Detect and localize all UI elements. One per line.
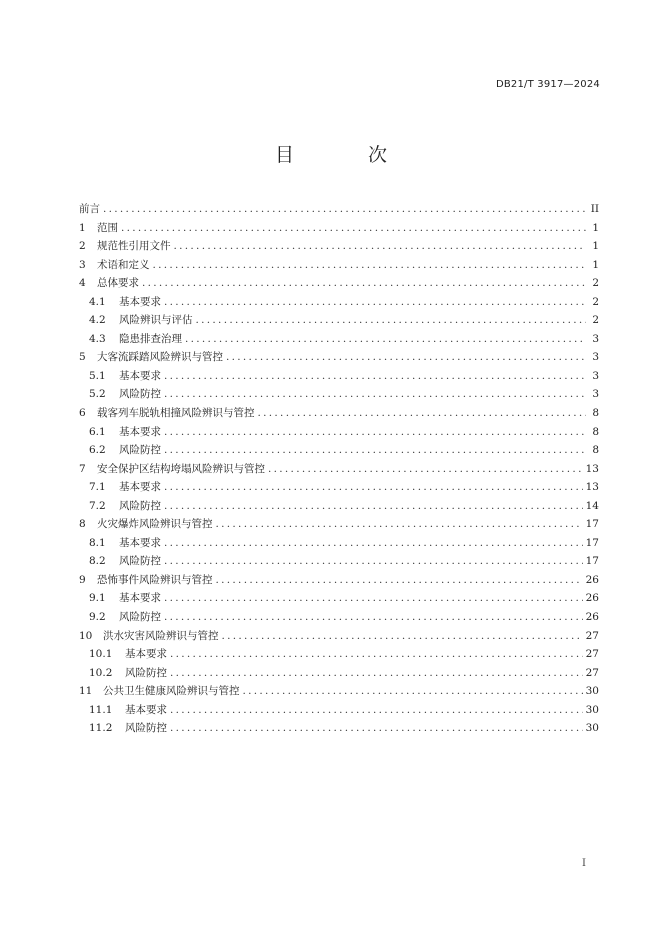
toc-entry-title: 风险防控 xyxy=(119,611,161,624)
toc-leader-dots xyxy=(164,423,586,442)
toc-leader-dots xyxy=(174,237,587,256)
toc-entry[interactable] xyxy=(79,423,599,442)
toc-leader-dots xyxy=(164,589,583,608)
toc-entry-number: 8.1 xyxy=(89,536,106,549)
toc-entry-title: 基本要求 xyxy=(125,703,167,716)
toc-entry-number: 9.2 xyxy=(89,611,106,624)
toc-entry[interactable] xyxy=(79,404,599,423)
toc-entry-title: 前言 xyxy=(79,203,100,215)
toc-entry-number: 4.2 xyxy=(89,314,106,327)
toc-entry-label xyxy=(79,664,167,683)
toc-entry-page: 30 xyxy=(585,722,599,735)
toc-leader-dots xyxy=(268,460,583,479)
toc-entry-label xyxy=(79,589,161,608)
page-number: I xyxy=(582,858,586,869)
toc-leader-dots xyxy=(170,664,583,683)
toc-entry-title: 基本要求 xyxy=(119,536,161,549)
toc-leader-dots xyxy=(164,478,583,497)
toc-entry-label xyxy=(79,701,167,720)
toc-entry-title: 基本要求 xyxy=(125,648,167,661)
toc-entry-number: 4 xyxy=(79,277,86,290)
toc-entry-title: 恐怖事件风险辨识与管控 xyxy=(97,573,213,586)
toc-entry-label xyxy=(79,534,161,553)
toc-entry-label xyxy=(79,274,139,293)
toc-entry-label xyxy=(79,237,171,256)
toc-entry-number: 6.2 xyxy=(89,444,106,457)
toc-entry-label xyxy=(79,552,161,571)
toc-entry-title: 基本要求 xyxy=(119,592,161,605)
toc-entry-number: 7 xyxy=(79,462,86,475)
toc-entry-title: 范围 xyxy=(97,221,118,234)
toc-entry-page: 17 xyxy=(585,518,599,531)
toc-entry-page: 27 xyxy=(585,648,599,661)
toc-entry-label xyxy=(79,719,167,738)
toc-leader-dots xyxy=(164,497,583,516)
toc-entry[interactable] xyxy=(79,719,599,738)
toc-entry[interactable] xyxy=(79,608,599,627)
toc-entry-title: 风险防控 xyxy=(125,666,167,679)
toc-leader-dots xyxy=(103,200,586,219)
toc-entry-title: 安全保护区结构垮塌风险辨识与管控 xyxy=(97,462,265,475)
toc-entry-number: 4.1 xyxy=(89,295,106,308)
toc-leader-dots xyxy=(170,645,583,664)
toc-entry-page: 8 xyxy=(592,444,599,457)
toc-leader-dots xyxy=(164,293,586,312)
toc-entry-title: 风险防控 xyxy=(119,444,161,457)
toc-entry-number: 11.2 xyxy=(89,722,113,735)
toc-entry-number: 10.2 xyxy=(89,666,113,679)
toc-leader-dots xyxy=(164,385,586,404)
toc-entry-number: 5.2 xyxy=(89,388,106,401)
toc-leader-dots xyxy=(170,719,583,738)
toc-entry-number: 11 xyxy=(79,685,93,698)
toc-leader-dots xyxy=(142,274,586,293)
toc-entry-number: 11.1 xyxy=(89,703,113,716)
toc-entry-label xyxy=(79,256,150,275)
toc-entry-title: 风险防控 xyxy=(119,499,161,512)
toc-entry-title: 公共卫生健康风险辨识与管控 xyxy=(103,685,240,698)
toc-entry-title: 火灾爆炸风险辨识与管控 xyxy=(97,518,213,531)
toc-entry-label xyxy=(79,367,161,386)
toc-entry-number: 6.1 xyxy=(89,425,106,438)
toc-entry[interactable] xyxy=(79,645,599,664)
toc-entry-title: 隐患排查治理 xyxy=(119,332,182,345)
toc-entry[interactable] xyxy=(79,589,599,608)
toc-entry[interactable] xyxy=(79,534,599,553)
toc-leader-dots xyxy=(216,571,583,590)
toc-entry-page: 26 xyxy=(585,611,599,624)
toc-entry-label xyxy=(79,608,161,627)
toc-entry-page: 17 xyxy=(585,555,599,568)
toc-leader-dots xyxy=(164,608,583,627)
toc-entry[interactable] xyxy=(79,293,599,312)
toc-entry-label xyxy=(79,423,161,442)
toc-entry[interactable] xyxy=(79,256,599,275)
toc-leader-dots xyxy=(164,534,583,553)
toc-entry[interactable] xyxy=(79,497,599,516)
toc-leader-dots xyxy=(226,348,586,367)
toc-entry-page: 8 xyxy=(592,425,599,438)
toc-entry-label xyxy=(79,571,213,590)
toc-entry-page: 26 xyxy=(585,573,599,586)
toc-entry-number: 6 xyxy=(79,407,86,420)
toc-entry-title: 风险防控 xyxy=(125,722,167,735)
toc-entry-page: 13 xyxy=(585,462,599,475)
toc-entry-label xyxy=(79,404,255,423)
toc-entry-page: 3 xyxy=(592,351,599,364)
toc-entry[interactable] xyxy=(79,627,599,646)
toc-entry-number: 7.1 xyxy=(89,481,106,494)
toc-entry[interactable] xyxy=(79,348,599,367)
toc-entry-title: 载客列车脱轨相撞风险辨识与管控 xyxy=(97,407,255,420)
toc-entry-label xyxy=(79,515,213,534)
toc-entry-title: 风险防控 xyxy=(119,555,161,568)
toc-entry-title: 基本要求 xyxy=(119,425,161,438)
toc-entry[interactable] xyxy=(79,200,599,219)
page-title: 目 次 xyxy=(274,144,422,166)
toc-entry-number: 4.3 xyxy=(89,332,106,345)
toc-entry[interactable] xyxy=(79,571,599,590)
toc-entry-title: 术语和定义 xyxy=(97,258,150,271)
toc-entry-label xyxy=(79,441,161,460)
toc-entry-label xyxy=(79,330,182,349)
toc-leader-dots xyxy=(185,330,586,349)
toc-entry-number: 1 xyxy=(79,221,86,234)
toc-entry-page: 1 xyxy=(592,240,599,253)
toc-entry[interactable] xyxy=(79,219,599,238)
toc-entry-number: 5.1 xyxy=(89,369,106,382)
toc-entry-page: 8 xyxy=(592,407,599,420)
toc-entry-page: 26 xyxy=(585,592,599,605)
toc-leader-dots xyxy=(222,627,583,646)
toc-leader-dots xyxy=(164,367,586,386)
toc-entry-page: 13 xyxy=(585,481,599,494)
toc-leader-dots xyxy=(196,311,587,330)
toc-leader-dots xyxy=(258,404,587,423)
toc-entry[interactable] xyxy=(79,367,599,386)
toc-entry-title: 基本要求 xyxy=(119,369,161,382)
toc-leader-dots xyxy=(121,219,586,238)
toc-entry-number: 3 xyxy=(79,258,86,271)
toc-entry[interactable] xyxy=(79,274,599,293)
toc-entry-page: 30 xyxy=(585,703,599,716)
toc-entry[interactable] xyxy=(79,515,599,534)
toc-entry[interactable] xyxy=(79,441,599,460)
toc-entry[interactable] xyxy=(79,330,599,349)
toc-entry-number: 9 xyxy=(79,573,86,586)
toc-entry-page: 1 xyxy=(592,258,599,271)
toc-entry-label xyxy=(79,645,167,664)
toc-entry[interactable] xyxy=(79,701,599,720)
toc-entry-page: 27 xyxy=(585,666,599,679)
toc-entry-page: 2 xyxy=(592,277,599,290)
toc-entry-page: 2 xyxy=(592,295,599,308)
toc-entry[interactable] xyxy=(79,311,599,330)
toc-entry-label xyxy=(79,478,161,497)
toc-entry-label xyxy=(79,311,193,330)
toc-entry[interactable] xyxy=(79,552,599,571)
toc-entry-page: 3 xyxy=(592,332,599,345)
table-of-contents xyxy=(79,200,599,738)
toc-entry-number: 10.1 xyxy=(89,648,113,661)
toc-entry-page: 3 xyxy=(592,369,599,382)
toc-entry-number: 9.1 xyxy=(89,592,106,605)
toc-entry-label xyxy=(79,293,161,312)
toc-entry-title: 总体要求 xyxy=(97,277,139,290)
toc-entry-title: 基本要求 xyxy=(119,481,161,494)
toc-entry-number: 8.2 xyxy=(89,555,106,568)
toc-leader-dots xyxy=(170,701,583,720)
toc-leader-dots xyxy=(153,256,587,275)
toc-entry-number: 5 xyxy=(79,351,86,364)
toc-entry-title: 洪水灾害风险辨识与管控 xyxy=(103,629,219,642)
toc-entry-number: 8 xyxy=(79,518,86,531)
toc-entry-label xyxy=(79,682,240,701)
toc-entry[interactable] xyxy=(79,385,599,404)
toc-entry-number: 7.2 xyxy=(89,499,106,512)
toc-entry[interactable] xyxy=(79,237,599,256)
toc-entry-label xyxy=(79,200,100,219)
toc-entry-title: 基本要求 xyxy=(119,295,161,308)
toc-entry-number: 2 xyxy=(79,240,86,253)
toc-entry-title: 规范性引用文件 xyxy=(97,240,171,253)
toc-entry-page: 2 xyxy=(592,314,599,327)
toc-entry-label xyxy=(79,385,161,404)
toc-entry-page: II xyxy=(590,203,599,215)
toc-entry-number: 10 xyxy=(79,629,93,642)
toc-leader-dots xyxy=(216,515,583,534)
toc-entry-page: 14 xyxy=(585,499,599,512)
toc-entry-page: 30 xyxy=(585,685,599,698)
toc-entry-label xyxy=(79,348,223,367)
toc-entry-page: 17 xyxy=(585,536,599,549)
toc-entry-title: 风险防控 xyxy=(119,388,161,401)
toc-entry-page: 1 xyxy=(592,221,599,234)
toc-entry-page: 27 xyxy=(585,629,599,642)
toc-entry-label xyxy=(79,460,265,479)
standard-code: DB21/T 3917—2024 xyxy=(495,79,600,90)
toc-entry-label xyxy=(79,497,161,516)
toc-leader-dots xyxy=(243,682,583,701)
toc-entry[interactable] xyxy=(79,460,599,479)
toc-leader-dots xyxy=(164,441,586,460)
toc-entry-label xyxy=(79,627,219,646)
toc-entry-page: 3 xyxy=(592,388,599,401)
toc-entry-label xyxy=(79,219,118,238)
toc-leader-dots xyxy=(164,552,583,571)
toc-entry-title: 大客流踩踏风险辨识与管控 xyxy=(97,351,223,364)
toc-entry[interactable] xyxy=(79,664,599,683)
toc-entry[interactable] xyxy=(79,478,599,497)
toc-entry-title: 风险辨识与评估 xyxy=(119,314,193,327)
toc-entry[interactable] xyxy=(79,682,599,701)
